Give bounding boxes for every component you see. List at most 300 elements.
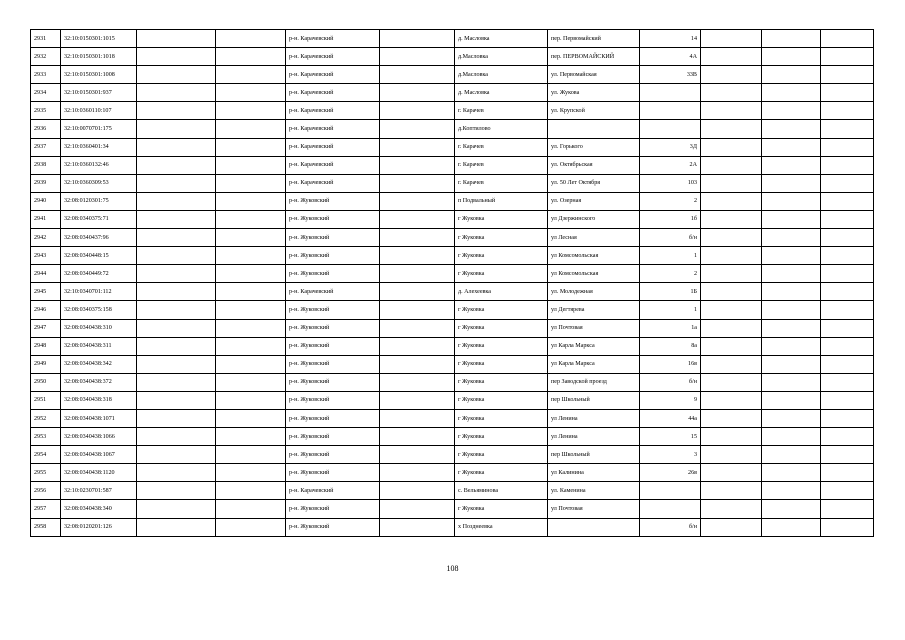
cell-row-number: 2938 — [31, 156, 61, 174]
cell-street: ул. Жукова — [548, 84, 640, 102]
table-row — [31, 464, 874, 482]
cell-house-number: 14 — [640, 30, 701, 48]
cell-settlement: г Жуковка — [455, 428, 548, 446]
cell-house-number: 26в — [640, 464, 701, 482]
cell-row-number: 2950 — [31, 373, 61, 391]
cell-district: р-н. Жуковский — [286, 428, 380, 446]
cell-settlement: г Жуковка — [455, 265, 548, 283]
cell-street: пер Школьный — [548, 391, 640, 409]
cell-settlement: х Позднеевка — [455, 518, 548, 536]
cell-col-12 — [821, 265, 874, 283]
cell-col-6 — [380, 66, 455, 84]
cell-col-11 — [762, 265, 821, 283]
cell-row-number: 2941 — [31, 210, 61, 228]
cell-col-11 — [762, 446, 821, 464]
cell-col-6 — [380, 84, 455, 102]
cell-col-3 — [137, 48, 216, 66]
cell-street: ул. Октябрьская — [548, 156, 640, 174]
cell-col-11 — [762, 337, 821, 355]
cell-col-12 — [821, 409, 874, 427]
cell-settlement: г. Карачев — [455, 156, 548, 174]
cell-street: пер Школьный — [548, 446, 640, 464]
cell-col-6 — [380, 337, 455, 355]
cell-settlement: г Жуковка — [455, 210, 548, 228]
cell-col-3 — [137, 500, 216, 518]
cell-district: р-н. Карачевский — [286, 482, 380, 500]
cell-col-6 — [380, 319, 455, 337]
cell-col-4 — [216, 464, 286, 482]
table-row — [31, 428, 874, 446]
table-row — [31, 84, 874, 102]
cell-col-10 — [701, 120, 762, 138]
cell-house-number: 9 — [640, 391, 701, 409]
cell-col-6 — [380, 446, 455, 464]
cell-col-3 — [137, 464, 216, 482]
cell-cadastral-number: 32:08:0340438:311 — [61, 337, 137, 355]
cell-col-10 — [701, 265, 762, 283]
cell-settlement: г. Карачев — [455, 138, 548, 156]
cell-row-number: 2952 — [31, 409, 61, 427]
cell-col-4 — [216, 138, 286, 156]
cell-col-4 — [216, 120, 286, 138]
cell-col-11 — [762, 319, 821, 337]
cell-col-6 — [380, 265, 455, 283]
cell-col-11 — [762, 174, 821, 192]
cell-settlement: г Жуковка — [455, 409, 548, 427]
cell-street: пер. Первомайский — [548, 30, 640, 48]
cell-house-number — [640, 500, 701, 518]
cell-cadastral-number: 32:08:0340438:1071 — [61, 409, 137, 427]
cell-col-12 — [821, 210, 874, 228]
cell-col-10 — [701, 174, 762, 192]
cell-col-6 — [380, 518, 455, 536]
cell-cadastral-number: 32:08:0340375:71 — [61, 210, 137, 228]
cell-col-4 — [216, 500, 286, 518]
cell-col-10 — [701, 373, 762, 391]
cell-street: ул Комсомольская — [548, 265, 640, 283]
cell-house-number: б/н — [640, 229, 701, 247]
table-row — [31, 102, 874, 120]
cell-col-4 — [216, 355, 286, 373]
cell-row-number: 2953 — [31, 428, 61, 446]
cell-col-4 — [216, 446, 286, 464]
cell-col-11 — [762, 192, 821, 210]
cell-house-number: 8а — [640, 337, 701, 355]
cell-row-number: 2935 — [31, 102, 61, 120]
cell-col-11 — [762, 409, 821, 427]
cell-district: р-н. Жуковский — [286, 518, 380, 536]
cell-col-10 — [701, 500, 762, 518]
table-row — [31, 500, 874, 518]
table-row — [31, 355, 874, 373]
cell-settlement: д. Масловка — [455, 84, 548, 102]
cell-cadastral-number: 32:10:0070701:175 — [61, 120, 137, 138]
cell-cadastral-number: 32:10:0360309:53 — [61, 174, 137, 192]
cell-col-3 — [137, 265, 216, 283]
cell-col-3 — [137, 428, 216, 446]
cell-col-10 — [701, 464, 762, 482]
cell-col-11 — [762, 428, 821, 446]
cell-col-12 — [821, 192, 874, 210]
cell-col-12 — [821, 66, 874, 84]
table-row — [31, 30, 874, 48]
cell-house-number: 3Д — [640, 138, 701, 156]
cell-row-number: 2940 — [31, 192, 61, 210]
cell-row-number: 2936 — [31, 120, 61, 138]
cell-house-number: 1 — [640, 247, 701, 265]
cell-col-3 — [137, 102, 216, 120]
cell-settlement: г. Карачев — [455, 174, 548, 192]
cell-col-4 — [216, 391, 286, 409]
cell-row-number: 2957 — [31, 500, 61, 518]
cell-col-10 — [701, 192, 762, 210]
cell-row-number: 2949 — [31, 355, 61, 373]
cell-col-4 — [216, 409, 286, 427]
cell-district: р-н. Жуковский — [286, 301, 380, 319]
cell-col-6 — [380, 355, 455, 373]
page-number: 108 — [446, 564, 459, 573]
table-row — [31, 265, 874, 283]
cell-settlement: г. Карачев — [455, 102, 548, 120]
cell-street: ул. Молодежная — [548, 283, 640, 301]
cell-col-4 — [216, 192, 286, 210]
table-row — [31, 192, 874, 210]
cell-col-3 — [137, 518, 216, 536]
table-row — [31, 301, 874, 319]
cell-col-4 — [216, 319, 286, 337]
table-row — [31, 283, 874, 301]
cell-settlement: г Жуковка — [455, 337, 548, 355]
cell-col-11 — [762, 210, 821, 228]
cell-col-12 — [821, 138, 874, 156]
cell-row-number: 2948 — [31, 337, 61, 355]
cell-col-6 — [380, 247, 455, 265]
cell-house-number — [640, 120, 701, 138]
cell-col-11 — [762, 301, 821, 319]
cell-col-12 — [821, 84, 874, 102]
cell-col-11 — [762, 518, 821, 536]
cell-col-3 — [137, 66, 216, 84]
cell-row-number: 2954 — [31, 446, 61, 464]
cell-col-3 — [137, 229, 216, 247]
cell-col-11 — [762, 30, 821, 48]
cell-col-11 — [762, 84, 821, 102]
cell-col-4 — [216, 229, 286, 247]
table-row — [31, 373, 874, 391]
cell-col-10 — [701, 84, 762, 102]
cell-col-12 — [821, 174, 874, 192]
cell-col-12 — [821, 229, 874, 247]
cell-col-6 — [380, 391, 455, 409]
cell-district: р-н. Жуковский — [286, 500, 380, 518]
cell-district: р-н. Жуковский — [286, 319, 380, 337]
cell-street — [548, 120, 640, 138]
cell-cadastral-number: 32:08:0340375:158 — [61, 301, 137, 319]
cell-house-number — [640, 84, 701, 102]
cell-district: р-н. Карачевский — [286, 120, 380, 138]
cell-col-3 — [137, 120, 216, 138]
cell-house-number: 16в — [640, 355, 701, 373]
cell-house-number: 2 — [640, 192, 701, 210]
cell-row-number: 2942 — [31, 229, 61, 247]
cell-col-3 — [137, 247, 216, 265]
cell-col-12 — [821, 355, 874, 373]
cell-house-number: б/н — [640, 373, 701, 391]
table-row — [31, 138, 874, 156]
cell-col-4 — [216, 482, 286, 500]
cell-cadastral-number: 32:10:0230701:587 — [61, 482, 137, 500]
cell-col-4 — [216, 301, 286, 319]
cell-col-10 — [701, 30, 762, 48]
cell-district: р-н. Жуковский — [286, 192, 380, 210]
cell-col-11 — [762, 102, 821, 120]
cell-col-6 — [380, 482, 455, 500]
cell-col-11 — [762, 283, 821, 301]
cell-col-10 — [701, 283, 762, 301]
cell-row-number: 2947 — [31, 319, 61, 337]
cell-col-6 — [380, 156, 455, 174]
cell-col-10 — [701, 355, 762, 373]
cell-district: р-н. Карачевский — [286, 30, 380, 48]
cell-col-6 — [380, 464, 455, 482]
cell-street: ул Карла Маркса — [548, 337, 640, 355]
cell-col-11 — [762, 229, 821, 247]
cell-settlement: д.Коптилово — [455, 120, 548, 138]
cell-street — [548, 518, 640, 536]
cell-col-4 — [216, 265, 286, 283]
cell-cadastral-number: 32:10:0150301:937 — [61, 84, 137, 102]
cell-house-number: 1 — [640, 301, 701, 319]
cell-settlement: г Жуковка — [455, 355, 548, 373]
table-row — [31, 518, 874, 536]
cell-col-11 — [762, 500, 821, 518]
cell-cadastral-number: 32:10:0150301:1018 — [61, 48, 137, 66]
cell-col-4 — [216, 337, 286, 355]
cell-house-number: 1а — [640, 319, 701, 337]
cell-col-10 — [701, 102, 762, 120]
cell-col-4 — [216, 84, 286, 102]
cell-col-12 — [821, 283, 874, 301]
cell-col-4 — [216, 102, 286, 120]
cell-settlement: г Жуковка — [455, 391, 548, 409]
cell-cadastral-number: 32:08:0340449:72 — [61, 265, 137, 283]
cell-district: р-н. Карачевский — [286, 174, 380, 192]
cell-cadastral-number: 32:08:0340438:310 — [61, 319, 137, 337]
cell-col-11 — [762, 48, 821, 66]
cell-col-10 — [701, 391, 762, 409]
cell-street: ул Почтовая — [548, 319, 640, 337]
cell-street: ул Калинина — [548, 464, 640, 482]
cell-cadastral-number: 32:08:0340438:342 — [61, 355, 137, 373]
cell-district: р-н. Жуковский — [286, 355, 380, 373]
cell-district: р-н. Карачевский — [286, 138, 380, 156]
cell-col-12 — [821, 446, 874, 464]
cell-col-6 — [380, 229, 455, 247]
cell-col-12 — [821, 482, 874, 500]
table-row — [31, 247, 874, 265]
table-row — [31, 319, 874, 337]
cell-col-6 — [380, 138, 455, 156]
cell-col-3 — [137, 30, 216, 48]
cell-row-number: 2933 — [31, 66, 61, 84]
cell-cadastral-number: 32:08:0340438:372 — [61, 373, 137, 391]
cell-row-number: 2932 — [31, 48, 61, 66]
cell-house-number: 15 — [640, 428, 701, 446]
cell-settlement: г Жуковка — [455, 500, 548, 518]
cell-col-12 — [821, 30, 874, 48]
cell-row-number: 2939 — [31, 174, 61, 192]
cell-col-11 — [762, 120, 821, 138]
cell-col-3 — [137, 319, 216, 337]
cell-district: р-н. Жуковский — [286, 265, 380, 283]
cell-col-3 — [137, 337, 216, 355]
table-row — [31, 482, 874, 500]
cell-settlement: д. Алехеевка — [455, 283, 548, 301]
cell-settlement: г Жуковка — [455, 464, 548, 482]
cell-col-10 — [701, 247, 762, 265]
cell-col-6 — [380, 174, 455, 192]
cell-col-12 — [821, 518, 874, 536]
cell-col-3 — [137, 174, 216, 192]
cell-settlement: г Жуковка — [455, 446, 548, 464]
cell-row-number: 2931 — [31, 30, 61, 48]
cell-settlement: г Жуковка — [455, 373, 548, 391]
cell-col-6 — [380, 301, 455, 319]
cell-district: р-н. Карачевский — [286, 156, 380, 174]
cell-col-4 — [216, 30, 286, 48]
cell-col-6 — [380, 102, 455, 120]
cell-col-10 — [701, 210, 762, 228]
cell-col-11 — [762, 482, 821, 500]
cell-col-11 — [762, 391, 821, 409]
cell-col-12 — [821, 428, 874, 446]
cell-col-3 — [137, 391, 216, 409]
cell-district: р-н. Карачевский — [286, 283, 380, 301]
cell-cadastral-number: 32:10:0360401:34 — [61, 138, 137, 156]
cell-col-12 — [821, 120, 874, 138]
cell-row-number: 2958 — [31, 518, 61, 536]
cell-district: р-н. Жуковский — [286, 210, 380, 228]
cell-street: ул Дегтярева — [548, 301, 640, 319]
cell-district: р-н. Жуковский — [286, 373, 380, 391]
cell-district: р-н. Жуковский — [286, 446, 380, 464]
cell-col-11 — [762, 373, 821, 391]
cell-cadastral-number: 32:08:0340438:1120 — [61, 464, 137, 482]
cell-street: пер. ПЕРВОМАЙСКИЙ — [548, 48, 640, 66]
cell-col-11 — [762, 247, 821, 265]
cell-house-number: 3 — [640, 446, 701, 464]
cell-col-3 — [137, 156, 216, 174]
cell-col-4 — [216, 174, 286, 192]
table-row — [31, 446, 874, 464]
cell-col-3 — [137, 210, 216, 228]
cell-col-12 — [821, 337, 874, 355]
table-row — [31, 156, 874, 174]
cell-col-11 — [762, 66, 821, 84]
cell-col-6 — [380, 409, 455, 427]
cell-col-10 — [701, 319, 762, 337]
table-body — [31, 30, 874, 537]
cell-street: ул. Первомайская — [548, 66, 640, 84]
cell-col-12 — [821, 373, 874, 391]
cell-col-3 — [137, 301, 216, 319]
cell-col-6 — [380, 373, 455, 391]
table-row — [31, 120, 874, 138]
cell-house-number — [640, 482, 701, 500]
cell-col-6 — [380, 192, 455, 210]
cell-settlement: г Жуковка — [455, 319, 548, 337]
cell-district: р-н. Жуковский — [286, 464, 380, 482]
cell-cadastral-number: 32:10:0150301:1015 — [61, 30, 137, 48]
cell-col-12 — [821, 500, 874, 518]
cell-street: ул. Крупской — [548, 102, 640, 120]
cell-col-12 — [821, 301, 874, 319]
cell-col-3 — [137, 446, 216, 464]
cell-house-number: 33В — [640, 66, 701, 84]
cell-house-number: 1Б — [640, 283, 701, 301]
cell-settlement: д.Масловка — [455, 48, 548, 66]
cell-cadastral-number: 32:08:0340437:96 — [61, 229, 137, 247]
cell-row-number: 2956 — [31, 482, 61, 500]
cell-col-10 — [701, 229, 762, 247]
cell-district: р-н. Карачевский — [286, 102, 380, 120]
cell-col-10 — [701, 138, 762, 156]
cell-street: ул Комсомольская — [548, 247, 640, 265]
cell-col-4 — [216, 518, 286, 536]
cell-cadastral-number: 32:10:0360110:107 — [61, 102, 137, 120]
cell-district: р-н. Жуковский — [286, 391, 380, 409]
cell-col-11 — [762, 138, 821, 156]
cell-row-number: 2955 — [31, 464, 61, 482]
table-row — [31, 337, 874, 355]
cell-col-6 — [380, 30, 455, 48]
cell-district: р-н. Жуковский — [286, 337, 380, 355]
cell-cadastral-number: 32:10:0150301:1008 — [61, 66, 137, 84]
cell-col-4 — [216, 428, 286, 446]
cell-street: ул Лесная — [548, 229, 640, 247]
cell-col-3 — [137, 84, 216, 102]
cell-street: ул. Озерная — [548, 192, 640, 210]
cell-cadastral-number: 32:08:0120301:75 — [61, 192, 137, 210]
cell-col-4 — [216, 373, 286, 391]
table-row — [31, 210, 874, 228]
table-row — [31, 174, 874, 192]
cell-street: ул. 50 Лет Октября — [548, 174, 640, 192]
cell-col-11 — [762, 156, 821, 174]
cell-street: ул Ленина — [548, 428, 640, 446]
cell-street: ул Ленина — [548, 409, 640, 427]
cell-street: ул. Горького — [548, 138, 640, 156]
cell-row-number: 2944 — [31, 265, 61, 283]
cell-col-6 — [380, 428, 455, 446]
cell-col-6 — [380, 210, 455, 228]
table-row — [31, 409, 874, 427]
cell-settlement: д. Масловка — [455, 30, 548, 48]
cell-district: р-н. Жуковский — [286, 247, 380, 265]
table-row — [31, 48, 874, 66]
cell-cadastral-number: 32:08:0340448:15 — [61, 247, 137, 265]
cell-col-6 — [380, 500, 455, 518]
cell-col-12 — [821, 247, 874, 265]
cell-cadastral-number: 32:08:0340438:318 — [61, 391, 137, 409]
cell-col-10 — [701, 518, 762, 536]
cell-col-12 — [821, 464, 874, 482]
cell-col-4 — [216, 210, 286, 228]
cell-house-number: 1б — [640, 210, 701, 228]
table-row — [31, 229, 874, 247]
cell-district: р-н. Карачевский — [286, 66, 380, 84]
cell-col-4 — [216, 48, 286, 66]
